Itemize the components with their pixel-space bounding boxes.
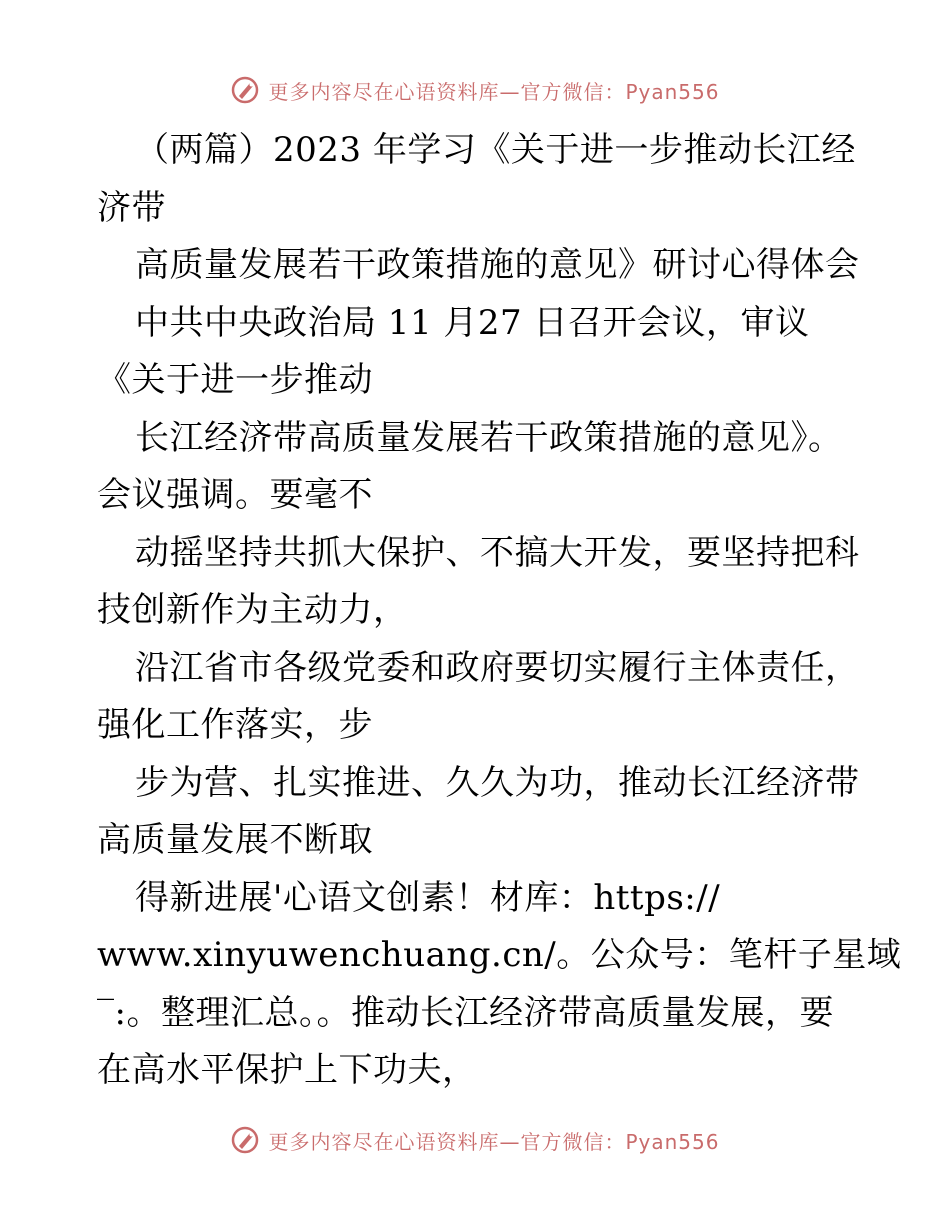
watermark-text: 更多内容尽在心语资料库—官方微信：Pyan556 — [268, 79, 720, 104]
body-line: 长江经济带高质量发展若干政策措施的意见》。 — [135, 417, 843, 458]
footer-watermark-banner — [0, 1120, 950, 1160]
body-line: ‾:。整理汇总。。推动长江经济带高质量发展，要 — [97, 992, 834, 1033]
body-line: 《关于进一步推动 — [97, 360, 373, 400]
body-line: 会议强调。要毫不 — [97, 475, 373, 515]
header-watermark-banner — [0, 70, 950, 110]
body-line: 步为营、扎实推进、久久为功，推动长江经济带 — [135, 762, 860, 803]
title-line-2: 济带 — [97, 187, 166, 228]
body-line: 中共中央政治局 11 月27 日召开会议，审议 — [135, 302, 810, 343]
body-line: 在高水平保护上下功夫， — [97, 1050, 477, 1090]
pen-circle-logo-icon — [230, 1125, 260, 1155]
body-line: 沿江省市各级党委和政府要切实履行主体责任， — [135, 647, 860, 688]
title-line-3: 高质量发展若干政策措施的意见》研讨心得体会 — [135, 245, 860, 285]
document-body — [97, 122, 902, 1100]
pen-circle-logo-icon — [230, 75, 260, 105]
body-line: 技创新作为主动力， — [97, 590, 408, 630]
body-line: 动摇坚持共抓大保护、不搞大开发，要坚持把科 — [135, 532, 860, 573]
body-line: www.xinyuwenchuang.cn/。公众号：笔杆子星域 — [97, 935, 902, 975]
body-line: 高质量发展不断取 — [97, 820, 373, 860]
body-line: 得新进展'心语文创素！材库：https:// — [135, 877, 721, 918]
watermark-text: 更多内容尽在心语资料库—官方微信：Pyan556 — [268, 1129, 720, 1154]
title-line-1: （两篇）2023 年学习《关于进一步推动长江经 — [135, 130, 856, 170]
body-line: 强化工作落实，步 — [97, 705, 373, 745]
